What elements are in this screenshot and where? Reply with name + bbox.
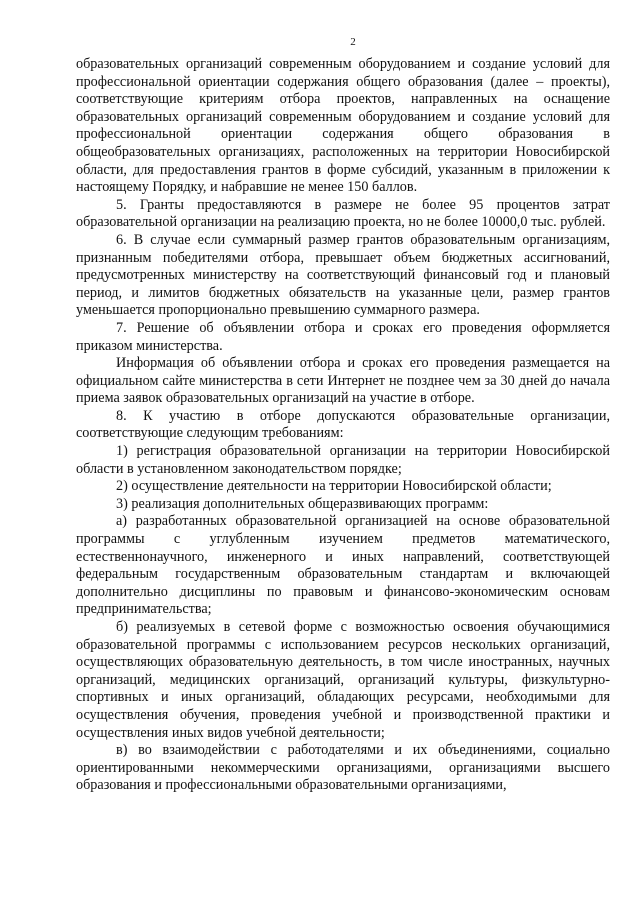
subitem-b: б) реализуемых в сетевой форме с возможностью освоения обучающимися образовательной программы с использованием ресурсов нескольких организаций, осуществляющих образовательную деятельность, в том числе иностранных, научных организаций, медицинских организаций, организаций культуры, физкультурно-спортивных и иных организаций, обладающих ресурсами, необходимыми для осуществления обучения, проведения учебной и производственной практики и осуществления иных видов учебной деятельности; <box>76 619 610 741</box>
paragraph-6-grant-reduction: 6. В случае если суммарный размер грантов образовательным организациям, признанным победителями отбора, превышает объем бюджетных ассигнований, предусмотренных министерству на соответствующий финансовый год и плановый период, и лимитов бюджетных обязательств на указанные цели, размер грантов уменьшается пропорционально превышению суммарного размера. <box>76 231 610 319</box>
paragraph-intro-continuation: образовательных организаций современным оборудованием и создание условий для профессиональной ориентации содержания общего образования (далее – проекты), соответствующие критериям отбора проектов, направленных на оснащение образовательных организаций современным оборудованием и создание условий для профессиональной ориентации содержания общего образования в общеобразовательных организациях, расположенных на территории Новосибирской области, для предоставления грантов в форме субсидий, указанным в приложении к настоящему Порядку, и набравшие не менее 150 баллов. <box>76 56 610 196</box>
paragraph-8-requirements: 8. К участию в отборе допускаются образовательные организации, соответствующие следующим требованиям: <box>76 407 610 442</box>
paragraph-7-selection-decision: 7. Решение об объявлении отбора и сроках его проведения оформляется приказом министерства. <box>76 319 610 354</box>
requirement-item-3: 3) реализация дополнительных общеразвивающих программ: <box>116 495 489 512</box>
paragraph-announcement-info: Информация об объявлении отбора и сроках его проведения размещается на официальном сайте министерства в сети Интернет не позднее чем за 30 дней до начала приема заявок образовательных организаций на участие в отборе. <box>76 355 610 407</box>
page-number: 2 <box>350 36 356 48</box>
requirement-item-2: 2) осуществление деятельности на территории Новосибирской области; <box>116 478 552 495</box>
subitem-a: а) разработанных образовательной организацией на основе образовательной программы с углубленным изучением предметов математического, естественнонаучного, инженерного и иных направлений, соответствующей федеральным государственным образовательным стандартам и включающей дополнительно дисциплины по правовым и финансово-экономическим основам предпринимательства; <box>76 513 610 618</box>
paragraph-5-grant-size: 5. Гранты предоставляются в размере не более 95 процентов затрат образовательной организации на реализацию проекта, но не более 10000,0 тыс. рублей. <box>76 196 610 231</box>
requirement-item-1: 1) регистрация образовательной организации на территории Новосибирской области в установленном законодательством порядке; <box>76 443 610 477</box>
subitem-v: в) во взаимодействии с работодателями и их объединениями, социально ориентированными некоммерческими организациями, организациями высшего образования и профессиональными образовательными организациями, <box>76 742 610 794</box>
